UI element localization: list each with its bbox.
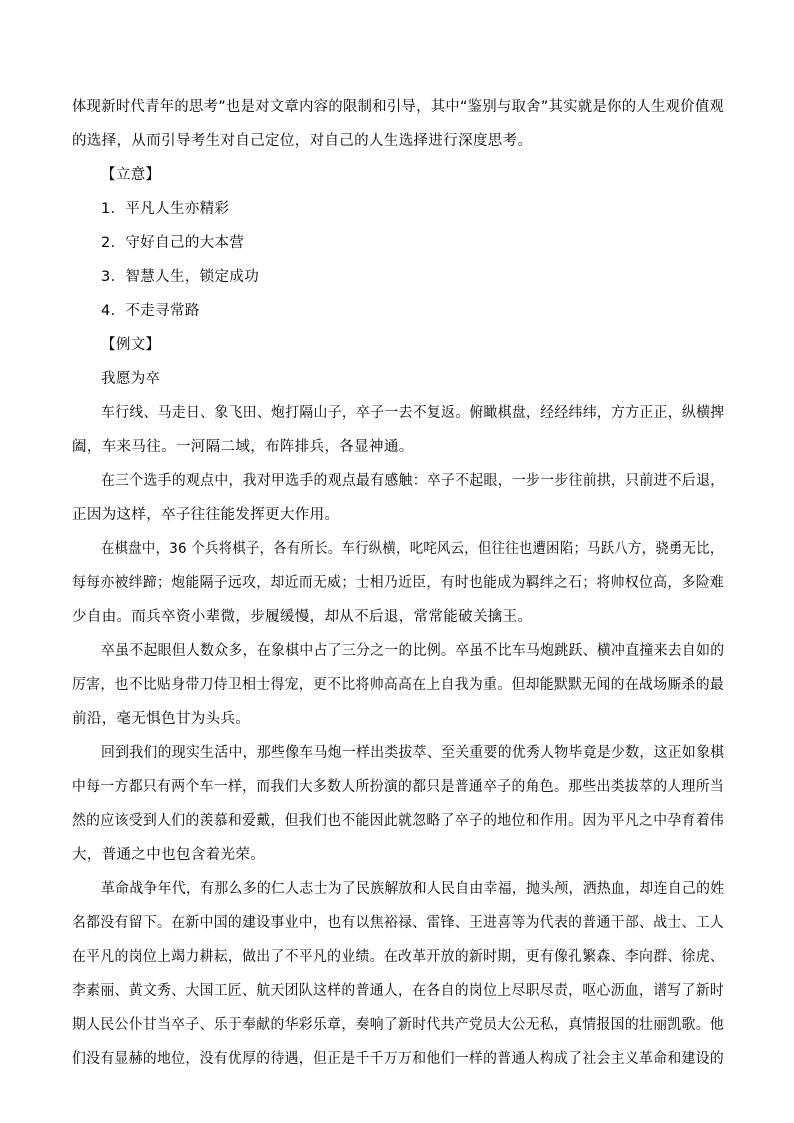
essay-title: 我愿为卒 <box>101 371 161 387</box>
text-line: 少自由。而兵卒资小辈微，步履缓慢，却从不后退，常常能破关擒王。 <box>72 609 533 625</box>
text-line: 回到我们的现实生活中，那些像车马炮一样出类拔萃、至关重要的优秀人物毕竟是少数，这正如象棋 <box>101 745 725 761</box>
text-line: 车行线、马走日、象飞田、炮打隔山子，卒子一去不复返。俯瞰棋盘，经经纬纬，方方正正，纵横捭 <box>101 405 725 421</box>
text-line: 在平凡的岗位上竭力耕耘，做出了不平凡的业绩。在改革开放的新时期，更有像孔繁森、李向群、徐虎、 <box>72 949 725 965</box>
list-item: 2．守好自己的大本营 <box>101 235 245 251</box>
list-item: 3．智慧人生，锁定成功 <box>101 269 260 285</box>
text-line: 厉害，也不比贴身带刀侍卫相士得宠，更不比将帅高高在上自我为重。但却能默默无闻的在战场厮杀的最 <box>72 677 725 693</box>
text-line: 在三个选手的观点中，我对甲选手的观点最有感触：卒子不起眼，一步一步往前拱，只前进不后退， <box>101 473 725 489</box>
text-line: 前沿，毫无惧色甘为头兵。 <box>72 711 251 727</box>
text-line: 名都没有留下。在新中国的建设事业中，也有以焦裕禄、雷锋、王进喜等为代表的普通干部、战士、工人 <box>72 915 725 931</box>
text-line: 们没有显赫的地位，没有优厚的待遇，但正是千千万万和他们一样的普通人构成了社会主义革命和建设的 <box>72 1051 725 1067</box>
text-line: 中每一方都只有两个车一样，而我们大多数人所扮演的都只是普通卒子的角色。那些出类拔萃的人理所当 <box>72 779 725 795</box>
list-item: 1．平凡人生亦精彩 <box>101 201 230 217</box>
text-line: 期人民公仆甘当卒子、乐于奉献的华彩乐章，奏响了新时代共产党员大公无私，真情报国的壮丽凯歌。他 <box>72 1017 725 1033</box>
text-line: 然的应该受到人们的羡慕和爱戴，但我们也不能因此就忽略了卒子的地位和作用。因为平凡之中孕育着伟 <box>72 813 725 829</box>
text-line: 在棋盘中，36 个兵将棋子，各有所长。车行纵横，叱咤风云，但往往也遭困陷；马跃八方，骁勇无比， <box>101 541 724 557</box>
text-line: 革命战争年代，有那么多的仁人志士为了民族解放和人民自由幸福，抛头颅，洒热血，却连自己的姓 <box>101 881 725 897</box>
text-line: 正因为这样，卒子往往能发挥更大作用。 <box>72 507 340 523</box>
section-heading-liyi: 【立意】 <box>101 167 161 183</box>
text-line: 体现新时代青年的思考”也是对文章内容的限制和引导，其中“鉴别与取舍”其实就是你的人生观价值观 <box>72 99 725 115</box>
text-line: 阖，车来马往。一河隔二域，布阵排兵，各显神通。 <box>72 439 414 455</box>
text-line: 的选择，从而引导考生对自己定位，对自己的人生选择进行深度思考。 <box>72 133 533 149</box>
list-item: 4．不走寻常路 <box>101 303 200 319</box>
text-line: 大，普通之中也包含着光荣。 <box>72 847 266 863</box>
text-line: 每每亦被绊蹄；炮能隔子远攻，却近而无威；士相乃近臣，有时也能成为羁绊之石；将帅权位高，多险难 <box>72 575 725 591</box>
text-line: 卒虽不起眼但人数众多，在象棋中占了三分之一的比例。卒虽不比车马炮跳跃、横冲直撞来去自如的 <box>101 643 725 659</box>
text-line: 李素丽、黄文秀、大国工匠、航天团队这样的普通人，在各自的岗位上尽职尽责，呕心沥血，谱写了新时 <box>72 983 725 999</box>
section-heading-liwen: 【例文】 <box>101 337 161 353</box>
